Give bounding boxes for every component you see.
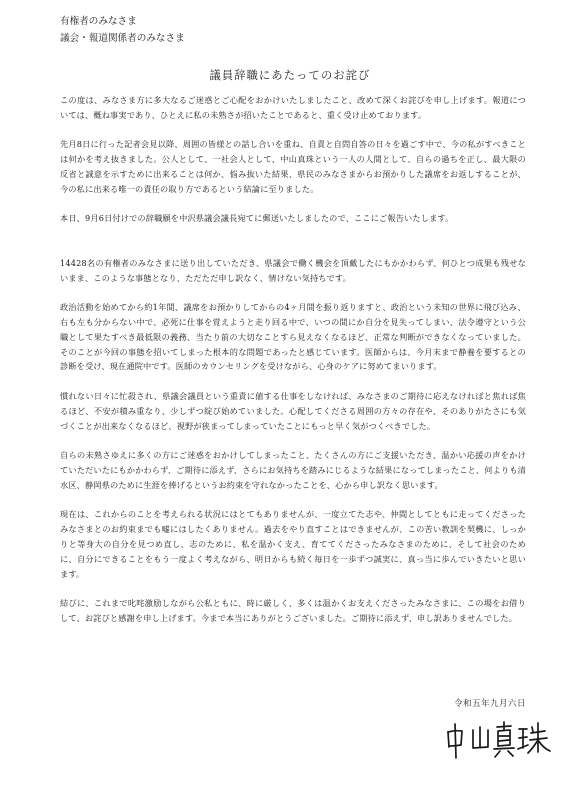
addressee-voters: 有権者のみなさま bbox=[60, 16, 137, 27]
paragraph-resignation-notice: 本日、9月6日付けでの辞職願を中沢県議会議長宛てに郵送いたしましたので、ここにご報告いたします。 bbox=[60, 213, 454, 224]
paragraph-voters: 14428名の有権者のみなさまに送り出していただき、県議会で働く機会を頂戴したにもかかわらず、何ひとつ成果も残せないまま、このような事態となり、ただただ申し訳なく、情けない気持ちです。 bbox=[60, 257, 526, 283]
letter-title: 議員辞職にあたってのお詫び bbox=[209, 69, 371, 82]
paragraph-regret: 自らの未熟さゆえに多くの方にご迷惑をおかけしてしまったこと、たくさんの方にご支援いただき、温かい応援の声をかけていただいたにもかかわらず、ご期待に添えず、さらにお気持ちを踏みにじるような結果になってしまったこと、何よりも清水区、静岡県のために生涯を捧げるというお約束を守れなかったことを、心から申し訳なく思います。 bbox=[60, 450, 526, 490]
paragraph-future: 現在は、これからのことを考えられる状況にはとてもありませんが、一度立てた志や、仲間としてともに走ってくださったみなさまとのお約束までも嘘にはしたくありません。過去をやり直すことはできませんが、この苦い教訓を契機に、しっかりと等身大の自分を見つめ直し、志のために、私を温かく支え、育ててくださったみなさまのために、そして社会のために、自分にできることをもう一度よく考えながら、明日からも続く毎日を一歩ずつ誠実に、真っ当に歩んでいきたいと思います。 bbox=[60, 509, 526, 579]
paragraph-reflection: 政治活動を始めてから約1年間、議席をお預かりしてからの4ヶ月間を振り返りますと、政治という未知の世界に飛び込み、右も左も分からない中で、必死に仕事を覚えようと走り回る中で、いつの間にか自分を見失ってしまい、法令遵守という公職として果たすべき最低限の義務、当たり前の大切なことすら見えなくなるほど、正常な判断ができなくなっていました。そのことが今回の事態を招いてしまった根本的な問題であったと感じています。医師からは、今月末まで静養を要するとの診断を受け、現在通院中です。医師のカウンセリングを受けながら、心身のケアに努めてまいります。 bbox=[60, 302, 526, 372]
handwritten-signature bbox=[442, 718, 554, 764]
paragraph-decision: 先月8日に行った記者会見以降、周囲の皆様との話し合いを重ね、自責と自問自答の日々を過ごす中で、今の私がすべきことは何かを考え抜きました。公人として、一社会人として、中山真珠という一人の人間として、自らの過ちを正し、最大限の反省と誠意を示すために出来ることは何か、悩み抜いた結果、県民のみなさまからお預かりした議席をお返しすることが、今の私に出来る唯一の責任の取り方であるという結論に至りました。 bbox=[60, 139, 526, 194]
paragraph-closing: 結びに、これまで叱咤激励しながら公私ともに、時に厳しく、多くは温かくお支えくださったみなさまに、この場をお借りして、お詫びと感謝を申し上げます。今まで本当にありがとうございました。ご期待に添えず、申し訳ありませんでした。 bbox=[60, 598, 526, 623]
letter-body bbox=[60, 93, 526, 640]
addressee-press: 議会・報道関係者のみなさま bbox=[60, 33, 185, 44]
paragraph-apology: この度は、みなさま方に多大なるご迷惑とご心配をおかけいたしましたこと、改めて深くお詫びを申し上げます。報道については、概ね事実であり、ひとえに私の未熟さが招いたことであると、重く受け止めております。 bbox=[60, 95, 526, 120]
letter-date: 令和五年九月六日 bbox=[454, 698, 526, 708]
paragraph-pressure: 慣れない日々に忙殺され、県議会議員という重責に値する仕事をしなければ、みなさまのご期待に応えなければと焦れば焦るほど、不安が積み重なり、少しずつ綻び始めていました。心配してくださる周囲の方々の存在や、そのありがたさにも気づくことが出来なくなるほど、視野が狭まってしまっていたことにもっと早く気がつくべきでした。 bbox=[60, 390, 526, 431]
addressee-block bbox=[60, 13, 185, 47]
